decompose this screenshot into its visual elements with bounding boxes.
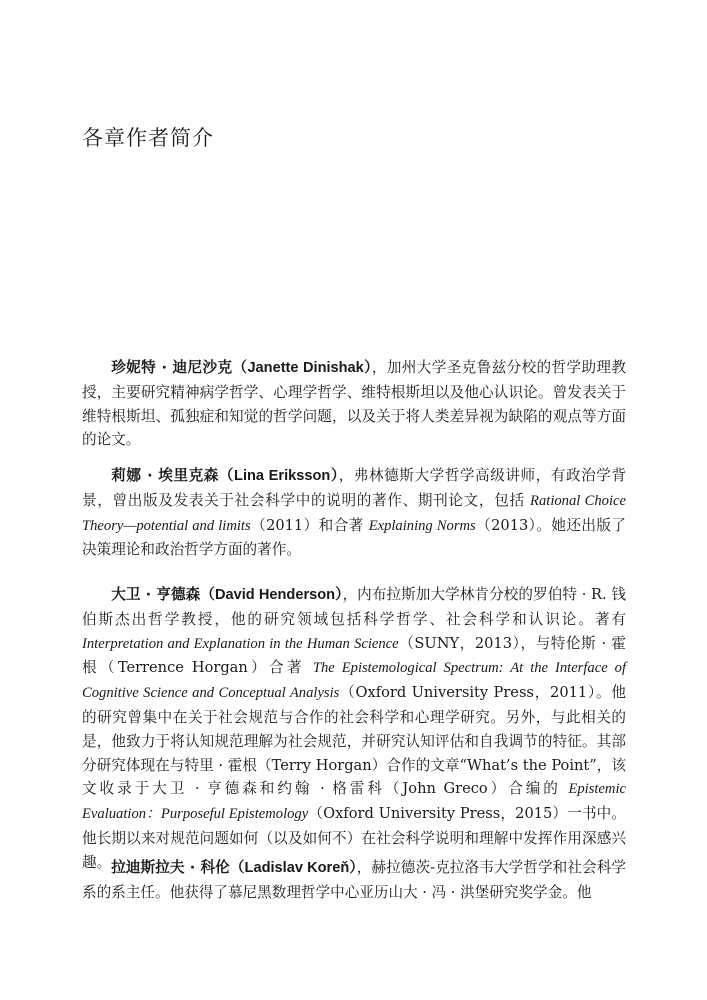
book-title: Explaining Norms <box>368 517 476 534</box>
bio-text: ，赫拉德茨-克拉洛韦大学哲学和社会科学系的系主任。他获得了慕尼黑数理哲学中心亚历山大 · 冯 · 洪堡研究奖学金。他 <box>82 859 626 901</box>
bio-text: （Oxford University Press，2011）。他的研究曾集中在关于社会规范与合作的社会科学和心理学研究。另外，与此相关的是，他致力于将认知规范理解为社会规范，并研究认知评估和自我调节的特征。其部分研究体现在与特里 · 霍根（Terry Horgan）合作的文章“What’s the Point”，该文收录于大卫 · 亨德森和约翰 · 格雷科（John Greco）合编的 <box>82 684 627 798</box>
author-name-en: Janette Dinishak <box>247 360 364 376</box>
author-name-zh: 大卫 · 亨德森 <box>111 586 201 603</box>
author-name-zh: 珍妮特 · 迪尼沙克 <box>111 359 233 376</box>
author-name-en: Lina Eriksson <box>234 468 331 484</box>
bio-text: ，内布拉斯加大学林肯分校的罗伯特 · R. 钱伯斯杰出哲学教授，他的研究领域包括科学哲学、社会科学和认识论。著有 <box>82 586 626 628</box>
chapter-title: 各章作者简介 <box>82 126 214 150</box>
book-title: Rational Choice Theory—potential and limits <box>82 492 626 534</box>
author-name-zh: 莉娜 · 埃里克森 <box>111 467 219 484</box>
author-name: 大卫 · 亨德森（David Henderson） <box>111 586 343 603</box>
author-name: 拉迪斯拉夫 · 科伦（Ladislav Koreň） <box>111 859 357 876</box>
bio-text: ，加州大学圣克鲁兹分校的哲学助理教授，主要研究精神病学哲学、心理学哲学、维特根斯坦以及他心认识论。曾发表关于维特根斯坦、孤独症和知觉的哲学问题，以及关于将人类差异视为缺陷的观点等方面的论文。 <box>82 359 626 449</box>
author-name-zh: 拉迪斯拉夫 · 科伦 <box>111 859 230 876</box>
author-bio-henderson <box>82 583 626 875</box>
bio-text: （SUNY，2013），与特伦斯 · 霍根（Terrence Horgan）合著 <box>82 634 626 677</box>
author-name-en: Ladislav Koreň <box>244 860 350 876</box>
author-bio-dinishak <box>82 356 626 452</box>
author-name-en: David Henderson <box>214 587 336 603</box>
book-title: The Epistemological Spectrum: At the Interface of Cognitive Science and Conceptual Analysis <box>82 660 626 702</box>
bio-text: ，弗林德斯大学哲学高级讲师，有政治学背景，曾出版及发表关于社会科学中的说明的著作、期刊论文，包括 <box>82 467 626 509</box>
author-name: 珍妮特 · 迪尼沙克（Janette Dinishak） <box>111 359 372 376</box>
bio-text: （2013）。她还出版了决策理论和政治哲学方面的著作。 <box>82 516 627 559</box>
bio-text: （Oxford University Press，2015）一书中。他长期以来对规范问题如何（以及如何不）在社会科学说明和理解中发挥作用深感兴趣。 <box>82 805 626 871</box>
book-title: Interpretation and Explanation in the Human Science <box>82 635 399 652</box>
author-name: 莉娜 · 埃里克森（Lina Eriksson） <box>111 467 339 484</box>
bio-text: （2011）和合著 <box>250 516 369 534</box>
author-bio-eriksson <box>82 464 626 562</box>
book-title: Epistemic Evaluation：Purposeful Epistemology <box>82 781 626 823</box>
author-bio-koren <box>82 856 626 905</box>
